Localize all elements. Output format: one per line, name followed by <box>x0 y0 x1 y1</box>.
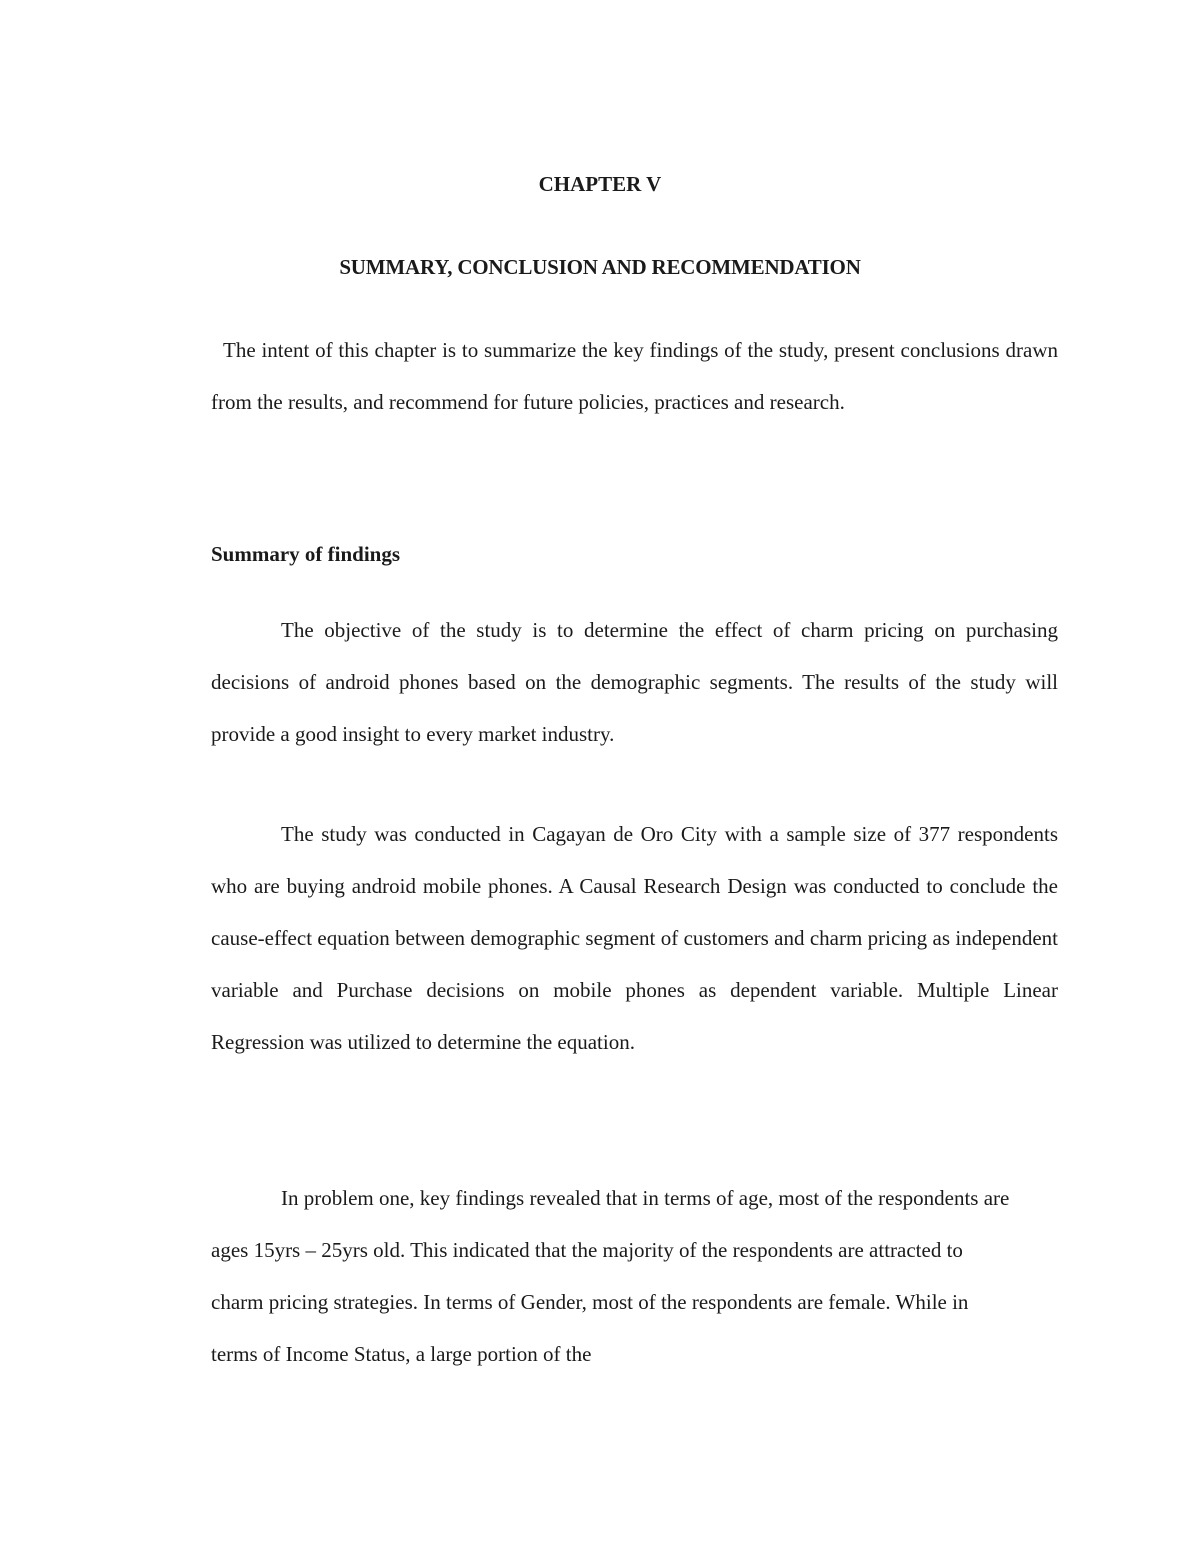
objective-paragraph: The objective of the study is to determine the effect of charm pricing on purchasing decisions of android phones based on the demographic segments. The results of the study will provide a good insight to every market industry. <box>211 618 1058 746</box>
study-paragraph: The study was conducted in Cagayan de Oro City with a sample size of 377 respondents who are buying android mobile phones. A Causal Research Design was conducted to conclude the cause-effect equation between demographic segment of customers and charm pricing as independent variable and Purchase decisions on mobile phones as dependent variable. Multiple Linear Regression was utilized to determine the equation. <box>211 822 1058 1054</box>
problem-one-paragraph: In problem one, key findings revealed that in terms of age, most of the respondents are ages 15yrs – 25yrs old. This indicated that the majority of the respondents are attracted to charm pricing strategies. In terms of Gender, most of the respondents are female. While in terms of Income Status, a large portion of the <box>211 1186 1010 1366</box>
intro-paragraph: The intent of this chapter is to summarize the key findings of the study, present conclusions drawn from the results, and recommend for future policies, practices and research. <box>211 338 1058 414</box>
summary-heading: Summary of findings <box>211 542 401 566</box>
chapter-title: CHAPTER V <box>538 172 662 196</box>
section-title: SUMMARY, CONCLUSION AND RECOMMENDATION <box>339 255 861 279</box>
